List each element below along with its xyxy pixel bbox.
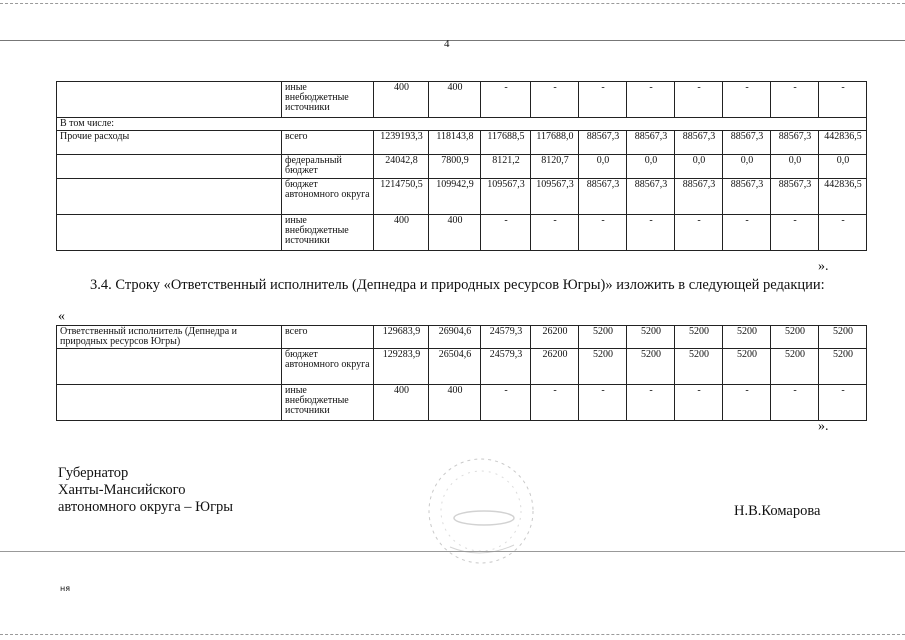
closing-quote-2: ». — [818, 419, 829, 434]
funding-source-cell: иные внебюджетные источники — [282, 385, 374, 421]
row-label — [57, 215, 282, 251]
value-cell: 5200 — [627, 349, 675, 385]
value-cell: - — [627, 82, 675, 118]
footer-rule — [0, 551, 905, 552]
value-cell: - — [579, 385, 627, 421]
value-cell: - — [723, 385, 771, 421]
row-label — [57, 385, 282, 421]
signature-title-line-1: Губернатор — [58, 465, 129, 481]
value-cell: 1214750,5 — [374, 179, 429, 215]
table-row — [57, 82, 867, 118]
row-label: Ответственный исполнитель (Депнедра и природных ресурсов Югры) — [57, 326, 282, 349]
responsible-executor-table — [56, 325, 867, 421]
value-cell: 88567,3 — [675, 131, 723, 155]
scan-edge-top — [0, 3, 905, 4]
value-cell: - — [771, 215, 819, 251]
value-cell: 5200 — [819, 326, 867, 349]
value-cell: 5200 — [771, 349, 819, 385]
funding-source-cell: бюджет автономного округа — [282, 349, 374, 385]
value-cell: 400 — [374, 385, 429, 421]
amendment-paragraph: 3.4. Строку «Ответственный исполнитель (Депнедра и природных ресурсов Югры)» изложить в следующей редакции: — [90, 277, 825, 293]
value-cell: 5200 — [579, 349, 627, 385]
value-cell: 1239193,3 — [374, 131, 429, 155]
value-cell: - — [819, 82, 867, 118]
value-cell: - — [481, 82, 531, 118]
value-cell: 26504,6 — [429, 349, 481, 385]
scan-edge-bottom — [0, 634, 905, 635]
value-cell: 442836,5 — [819, 179, 867, 215]
value-cell: 118143,8 — [429, 131, 481, 155]
table-row — [57, 118, 867, 131]
value-cell: 88567,3 — [579, 179, 627, 215]
value-cell: - — [771, 82, 819, 118]
value-cell: - — [723, 82, 771, 118]
closing-quote-1: ». — [818, 259, 829, 274]
funding-source-cell: федеральный бюджет — [282, 155, 374, 179]
value-cell: - — [819, 215, 867, 251]
table-row — [57, 349, 867, 385]
faded-stamp-seal — [422, 452, 540, 570]
value-cell: - — [675, 215, 723, 251]
section-label: В том числе: — [57, 118, 867, 131]
header-rule — [0, 40, 905, 41]
value-cell: 117688,5 — [481, 131, 531, 155]
value-cell: - — [723, 215, 771, 251]
responsible-executor-table-body — [57, 326, 867, 421]
value-cell: 5200 — [723, 349, 771, 385]
value-cell: 400 — [429, 385, 481, 421]
value-cell: 8120,7 — [531, 155, 579, 179]
funding-source-cell: всего — [282, 326, 374, 349]
value-cell: 5200 — [675, 326, 723, 349]
value-cell: - — [481, 215, 531, 251]
value-cell: 88567,3 — [579, 131, 627, 155]
value-cell: 0,0 — [723, 155, 771, 179]
value-cell: 0,0 — [675, 155, 723, 179]
value-cell: 24042,8 — [374, 155, 429, 179]
funding-source-cell: иные внебюджетные источники — [282, 82, 374, 118]
value-cell: - — [579, 215, 627, 251]
signatory-name: Н.В.Комарова — [734, 503, 821, 519]
value-cell: 88567,3 — [771, 131, 819, 155]
value-cell: 117688,0 — [531, 131, 579, 155]
value-cell: - — [771, 385, 819, 421]
row-label: Прочие расходы — [57, 131, 282, 155]
value-cell: 129683,9 — [374, 326, 429, 349]
value-cell: - — [531, 82, 579, 118]
value-cell: 5200 — [723, 326, 771, 349]
value-cell: 0,0 — [627, 155, 675, 179]
value-cell: 400 — [374, 215, 429, 251]
table-row — [57, 385, 867, 421]
row-label — [57, 155, 282, 179]
value-cell: 5200 — [675, 349, 723, 385]
signature-title-line-2: Ханты-Мансийского — [58, 482, 186, 498]
signature-title-line-3: автономного округа – Югры — [58, 499, 234, 515]
expenses-table — [56, 81, 867, 251]
page-number: 4 — [444, 38, 450, 50]
value-cell: 24579,3 — [481, 349, 531, 385]
value-cell: 0,0 — [771, 155, 819, 179]
value-cell: 5200 — [627, 326, 675, 349]
value-cell: 26904,6 — [429, 326, 481, 349]
value-cell: 88567,3 — [723, 131, 771, 155]
signature-block — [58, 465, 233, 516]
row-label — [57, 82, 282, 118]
value-cell: 5200 — [819, 349, 867, 385]
funding-source-cell: иные внебюджетные источники — [282, 215, 374, 251]
value-cell: 0,0 — [579, 155, 627, 179]
value-cell: 129283,9 — [374, 349, 429, 385]
value-cell: 0,0 — [819, 155, 867, 179]
value-cell: 26200 — [531, 349, 579, 385]
value-cell: 7800,9 — [429, 155, 481, 179]
value-cell: 109567,3 — [481, 179, 531, 215]
value-cell: 442836,5 — [819, 131, 867, 155]
value-cell: - — [531, 215, 579, 251]
value-cell: 88567,3 — [627, 179, 675, 215]
row-label — [57, 179, 282, 215]
value-cell: - — [579, 82, 627, 118]
funding-source-cell: бюджет автономного округа — [282, 179, 374, 215]
value-cell: - — [627, 215, 675, 251]
table-row — [57, 131, 867, 155]
table-row — [57, 326, 867, 349]
expenses-table-body — [57, 82, 867, 251]
value-cell: 5200 — [579, 326, 627, 349]
table-row — [57, 155, 867, 179]
row-label — [57, 349, 282, 385]
value-cell: 8121,2 — [481, 155, 531, 179]
value-cell: - — [627, 385, 675, 421]
value-cell: 400 — [374, 82, 429, 118]
value-cell: - — [819, 385, 867, 421]
value-cell: 88567,3 — [627, 131, 675, 155]
value-cell: - — [675, 385, 723, 421]
footer-mark: ня — [60, 584, 71, 593]
value-cell: 24579,3 — [481, 326, 531, 349]
opening-quote: « — [58, 309, 65, 324]
value-cell: - — [481, 385, 531, 421]
value-cell: 400 — [429, 82, 481, 118]
value-cell: - — [531, 385, 579, 421]
value-cell: 5200 — [771, 326, 819, 349]
value-cell: 109942,9 — [429, 179, 481, 215]
value-cell: 26200 — [531, 326, 579, 349]
value-cell: 88567,3 — [675, 179, 723, 215]
value-cell: 88567,3 — [771, 179, 819, 215]
table-row — [57, 179, 867, 215]
value-cell: - — [675, 82, 723, 118]
value-cell: 400 — [429, 215, 481, 251]
funding-source-cell: всего — [282, 131, 374, 155]
value-cell: 109567,3 — [531, 179, 579, 215]
table-row — [57, 215, 867, 251]
value-cell: 88567,3 — [723, 179, 771, 215]
